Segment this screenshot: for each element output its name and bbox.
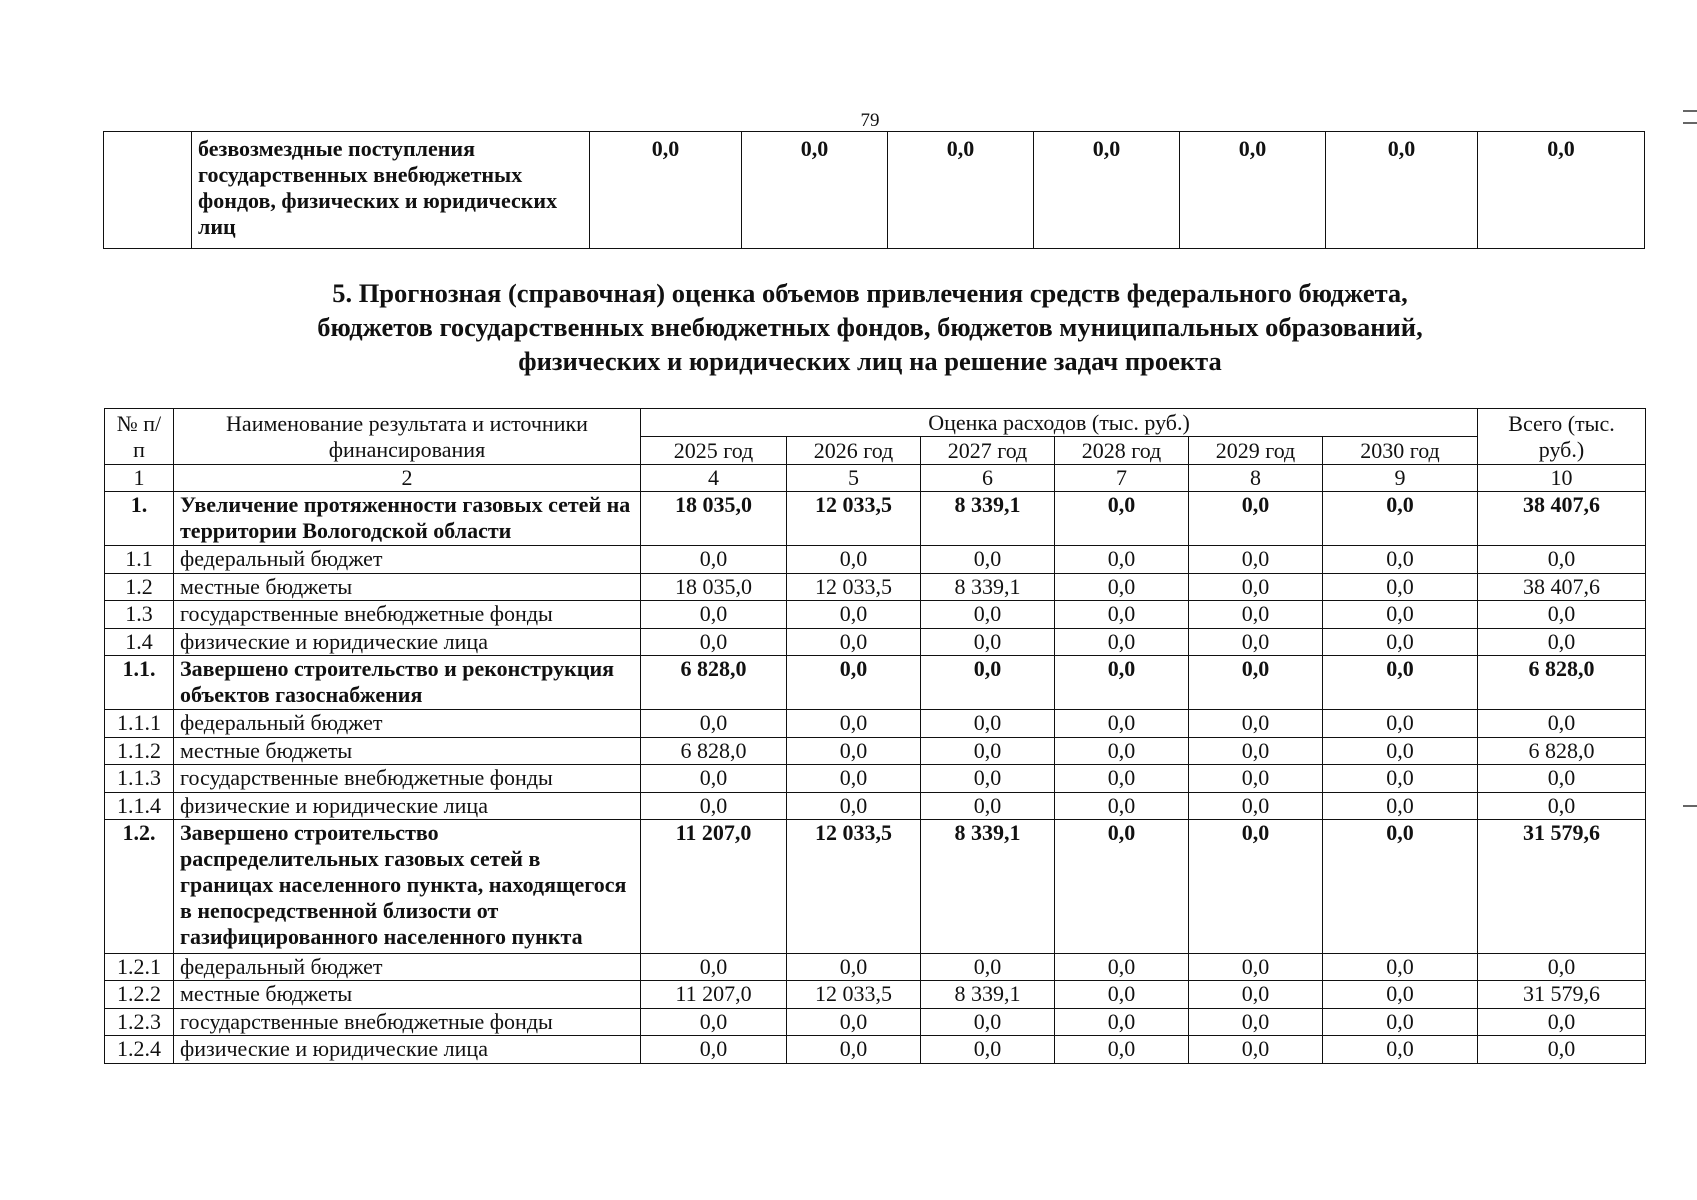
value-cell: 0,0 [921,1036,1055,1064]
value-cell: 0,0 [787,601,921,629]
value-cell: 0,0 [1323,492,1478,546]
value-cell: 0,0 [1189,765,1323,793]
total-cell: 31 579,6 [1478,981,1646,1009]
row-number-cell: 1.1.3 [105,765,174,793]
value-cell: 0,0 [1055,492,1189,546]
column-number: 9 [1323,465,1478,492]
financing-table [104,408,1646,1064]
value-cell: 0,0 [787,1036,921,1064]
value-cell: 0,0 [1326,132,1478,249]
value-cell: 0,0 [787,1008,921,1036]
value-cell: 0,0 [1189,492,1323,546]
value-cell: 0,0 [921,710,1055,738]
value-cell: 12 033,5 [787,820,921,954]
row-label-cell: государственные внебюджетные фонды [174,601,641,629]
table-row [105,628,1646,656]
value-cell: 0,0 [1189,656,1323,710]
value-cell: 12 033,5 [787,573,921,601]
value-cell: 0,0 [1323,1008,1478,1036]
value-cell: 8 339,1 [921,981,1055,1009]
column-number: 5 [787,465,921,492]
value-cell: 0,0 [1055,765,1189,793]
value-cell: 0,0 [641,792,787,820]
total-cell: 6 828,0 [1478,737,1646,765]
header-year: 2026 год [787,437,921,465]
section-title [150,276,1590,378]
header-row [105,409,1646,437]
value-cell: 0,0 [1189,710,1323,738]
value-cell: 0,0 [1323,628,1478,656]
value-cell: 0,0 [641,1036,787,1064]
value-cell: 0,0 [1055,656,1189,710]
row-number-cell: 1.3 [105,601,174,629]
value-cell: 0,0 [1034,132,1180,249]
value-cell: 0,0 [1323,792,1478,820]
value-cell: 18 035,0 [641,573,787,601]
value-cell: 6 828,0 [641,737,787,765]
header-total: Всего (тыс. руб.) [1478,409,1646,465]
total-cell: 0,0 [1478,710,1646,738]
value-cell: 0,0 [921,792,1055,820]
value-cell: 18 035,0 [641,492,787,546]
row-number-cell: 1.1.2 [105,737,174,765]
value-cell: 0,0 [1189,573,1323,601]
value-cell: 0,0 [742,132,888,249]
value-cell: 0,0 [1055,601,1189,629]
value-cell: 0,0 [1323,820,1478,954]
value-cell: 0,0 [1323,573,1478,601]
value-cell: 12 033,5 [787,492,921,546]
row-label-cell: федеральный бюджет [174,546,641,574]
row-label-cell: физические и юридические лица [174,1036,641,1064]
total-cell: 0,0 [1478,1036,1646,1064]
row-label-cell: местные бюджеты [174,573,641,601]
table-row [105,1008,1646,1036]
total-cell: 38 407,6 [1478,492,1646,546]
row-number-cell: 1.4 [105,628,174,656]
value-cell: 0,0 [921,628,1055,656]
value-cell: 0,0 [1055,981,1189,1009]
column-number-row [105,465,1646,492]
value-cell: 0,0 [921,546,1055,574]
section-title-line: физических и юридических лиц на решение задач проекта [518,346,1222,376]
value-cell: 0,0 [787,710,921,738]
table-row [104,132,1645,249]
value-cell: 0,0 [1323,737,1478,765]
row-label-cell: физические и юридические лица [174,628,641,656]
row-label-cell: Увеличение протяженности газовых сетей на территории Вологодской области [174,492,641,546]
value-cell: 0,0 [921,601,1055,629]
header-year: 2030 год [1323,437,1478,465]
value-cell: 0,0 [1055,710,1189,738]
row-number-cell: 1.1. [105,656,174,710]
value-cell: 0,0 [1055,953,1189,981]
value-cell: 0,0 [787,656,921,710]
value-cell: 0,0 [641,710,787,738]
table-row [105,981,1646,1009]
header-year: 2028 год [1055,437,1189,465]
value-cell: 0,0 [1055,573,1189,601]
value-cell: 0,0 [1055,1008,1189,1036]
value-cell: 0,0 [590,132,742,249]
row-number-cell: 1.1.4 [105,792,174,820]
row-number-cell: 1.2.2 [105,981,174,1009]
table-row [105,573,1646,601]
value-cell: 0,0 [641,628,787,656]
total-cell: 0,0 [1478,765,1646,793]
table-row [105,546,1646,574]
row-number-cell: 1.2. [105,820,174,954]
total-cell: 0,0 [1478,1008,1646,1036]
value-cell: 0,0 [787,628,921,656]
column-number: 2 [174,465,641,492]
header-year: 2025 год [641,437,787,465]
column-number: 8 [1189,465,1323,492]
page-number: 79 [860,110,880,131]
edge-mark [1683,805,1697,807]
row-label-cell: физические и юридические лица [174,792,641,820]
column-number: 7 [1055,465,1189,492]
value-cell: 0,0 [921,1008,1055,1036]
value-cell: 6 828,0 [641,656,787,710]
total-cell: 38 407,6 [1478,573,1646,601]
total-cell: 0,0 [1478,792,1646,820]
header-estimate: Оценка расходов (тыс. руб.) [641,409,1478,437]
row-label-cell: безвозмездные поступления государственных внебюджетных фондов, физических и юридических лиц [192,132,590,249]
value-cell: 0,0 [787,765,921,793]
column-number: 4 [641,465,787,492]
table-row [105,1036,1646,1064]
value-cell: 12 033,5 [787,981,921,1009]
value-cell: 0,0 [1323,546,1478,574]
value-cell: 0,0 [1055,546,1189,574]
value-cell: 0,0 [1189,792,1323,820]
row-label-cell: Завершено строительство распределительных газовых сетей в границах населенного пункта, находящегося в непосредственной близости от газифицированного населенного пункта [174,820,641,954]
value-cell: 0,0 [921,953,1055,981]
column-number: 10 [1478,465,1646,492]
row-label-cell: государственные внебюджетные фонды [174,765,641,793]
value-cell: 0,0 [1189,953,1323,981]
row-number-cell: 1.2 [105,573,174,601]
total-cell: 0,0 [1478,546,1646,574]
value-cell: 11 207,0 [641,820,787,954]
value-cell: 0,0 [888,132,1034,249]
value-cell: 0,0 [1055,628,1189,656]
table-row [105,737,1646,765]
value-cell: 0,0 [1189,1036,1323,1064]
value-cell: 0,0 [1189,628,1323,656]
edge-mark [1683,110,1697,112]
row-label-cell: Завершено строительство и реконструкция объектов газоснабжения [174,656,641,710]
value-cell: 0,0 [1323,656,1478,710]
value-cell: 0,0 [1323,953,1478,981]
row-label-cell: государственные внебюджетные фонды [174,1008,641,1036]
value-cell: 0,0 [1189,601,1323,629]
total-cell: 0,0 [1478,953,1646,981]
row-number-cell [104,132,192,249]
continuation-table [103,131,1645,249]
value-cell: 0,0 [787,953,921,981]
value-cell: 0,0 [1055,737,1189,765]
value-cell: 0,0 [1478,132,1645,249]
value-cell: 0,0 [921,656,1055,710]
value-cell: 0,0 [1189,981,1323,1009]
table-row [105,765,1646,793]
row-label-cell: федеральный бюджет [174,953,641,981]
row-number-cell: 1. [105,492,174,546]
value-cell: 0,0 [1189,737,1323,765]
column-number: 6 [921,465,1055,492]
value-cell: 11 207,0 [641,981,787,1009]
value-cell: 0,0 [1323,981,1478,1009]
table-row [105,656,1646,710]
value-cell: 0,0 [1323,710,1478,738]
value-cell: 8 339,1 [921,573,1055,601]
header-year: 2027 год [921,437,1055,465]
value-cell: 0,0 [1323,765,1478,793]
row-number-cell: 1.1 [105,546,174,574]
value-cell: 0,0 [1055,1036,1189,1064]
edge-mark [1683,122,1697,124]
table-row [105,792,1646,820]
table-row [105,492,1646,546]
section-title-line: бюджетов государственных внебюджетных фондов, бюджетов муниципальных образований, [317,312,1423,342]
table-row [105,601,1646,629]
row-number-cell: 1.1.1 [105,710,174,738]
value-cell: 8 339,1 [921,492,1055,546]
row-number-cell: 1.2.4 [105,1036,174,1064]
value-cell: 0,0 [641,765,787,793]
table-row [105,953,1646,981]
value-cell: 0,0 [787,792,921,820]
total-cell: 0,0 [1478,601,1646,629]
table-row [105,820,1646,954]
table-row [105,710,1646,738]
header-name: Наименование результата и источники финансирования [174,409,641,465]
total-cell: 0,0 [1478,628,1646,656]
row-number-cell: 1.2.1 [105,953,174,981]
header-no: № п/п [105,409,174,465]
value-cell: 0,0 [641,1008,787,1036]
value-cell: 0,0 [1055,820,1189,954]
value-cell: 0,0 [787,546,921,574]
value-cell: 0,0 [1189,546,1323,574]
value-cell: 0,0 [641,953,787,981]
section-title-line: 5. Прогнозная (справочная) оценка объемов привлечения средств федерального бюджета, [332,278,1408,308]
value-cell: 0,0 [641,546,787,574]
row-label-cell: федеральный бюджет [174,710,641,738]
value-cell: 8 339,1 [921,820,1055,954]
value-cell: 0,0 [787,737,921,765]
header-year: 2029 год [1189,437,1323,465]
row-number-cell: 1.2.3 [105,1008,174,1036]
row-label-cell: местные бюджеты [174,737,641,765]
total-cell: 31 579,6 [1478,820,1646,954]
total-cell: 6 828,0 [1478,656,1646,710]
value-cell: 0,0 [1323,601,1478,629]
value-cell: 0,0 [1055,792,1189,820]
value-cell: 0,0 [641,601,787,629]
value-cell: 0,0 [1189,1008,1323,1036]
row-label-cell: местные бюджеты [174,981,641,1009]
value-cell: 0,0 [921,737,1055,765]
value-cell: 0,0 [1189,820,1323,954]
value-cell: 0,0 [1323,1036,1478,1064]
column-number: 1 [105,465,174,492]
value-cell: 0,0 [921,765,1055,793]
value-cell: 0,0 [1180,132,1326,249]
